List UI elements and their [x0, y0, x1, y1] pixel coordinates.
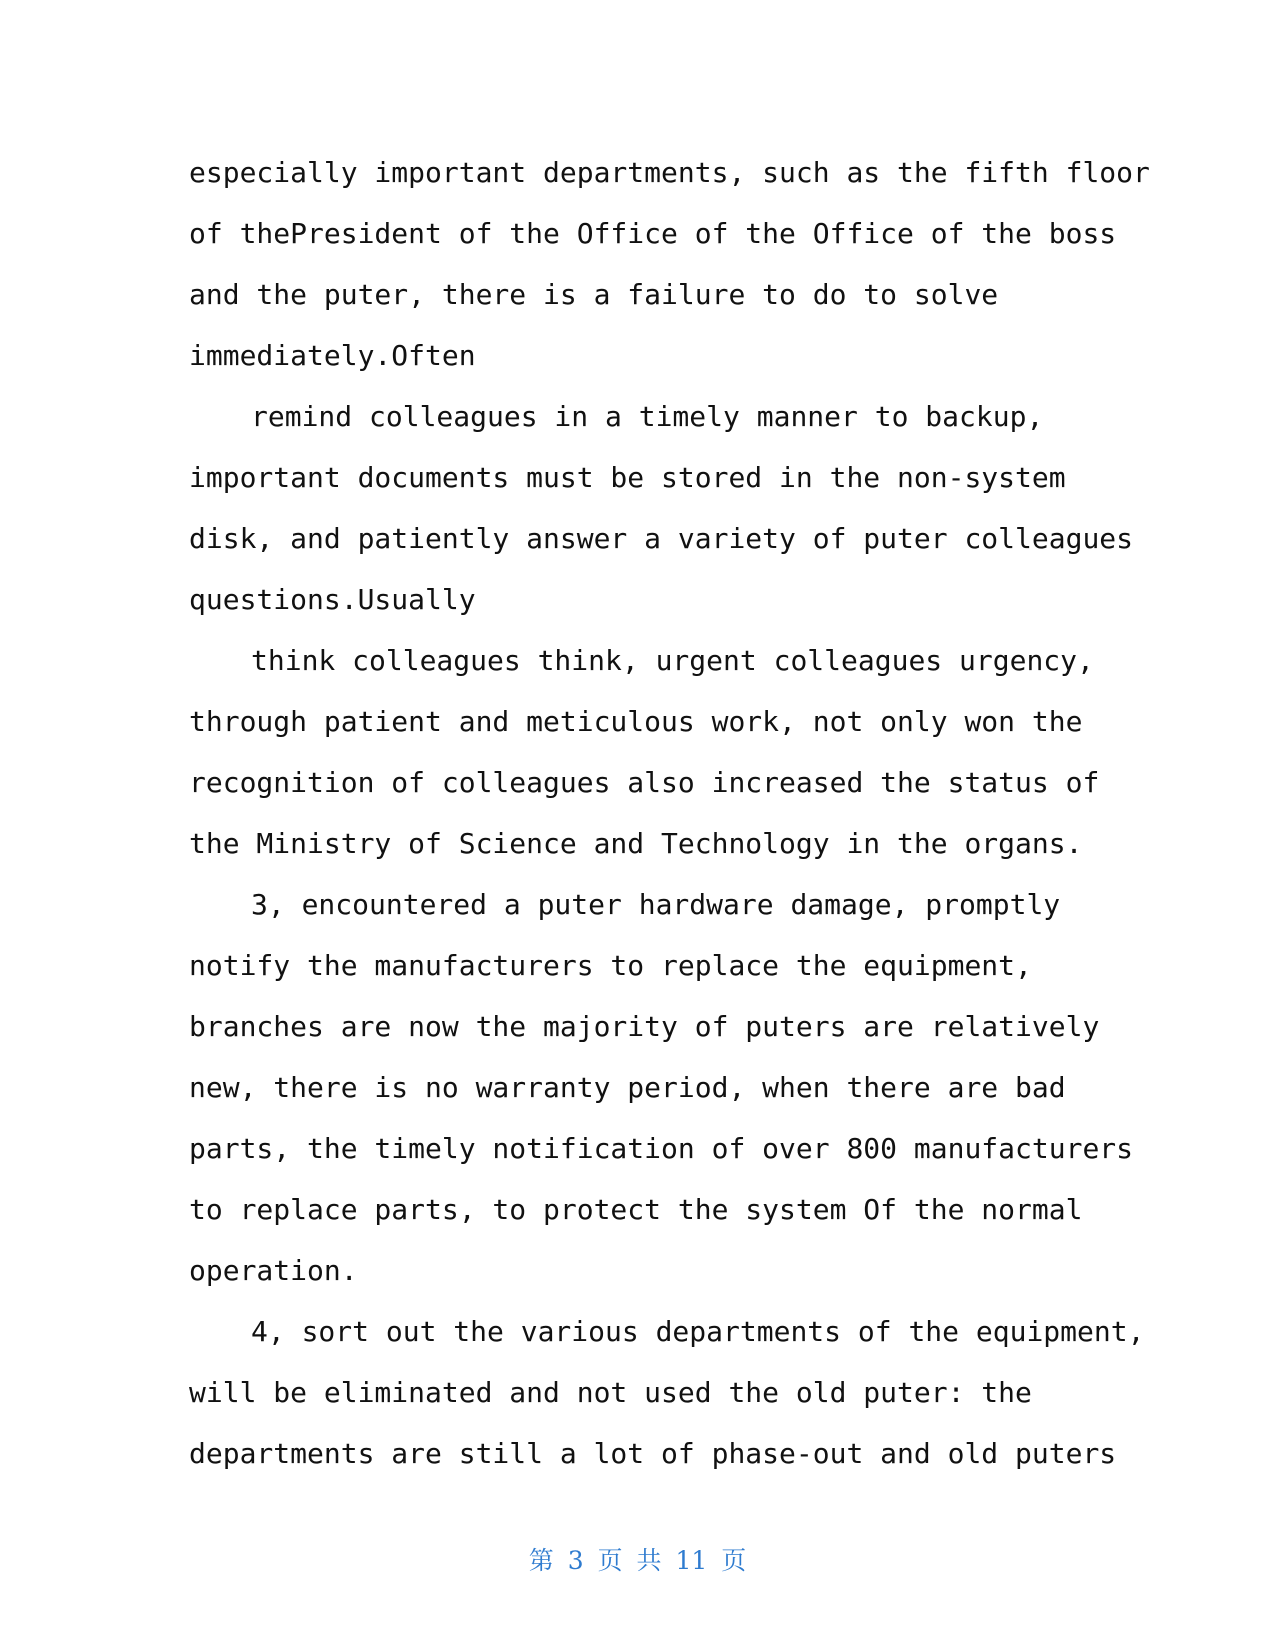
text-line: questions.Usually — [189, 583, 476, 616]
paragraph-start-line: think colleagues think, urgent colleagues urgency, — [251, 644, 1094, 677]
text-line: to replace parts, to protect the system Of the normal — [189, 1193, 1083, 1226]
text-line: new, there is no warranty period, when there are bad — [189, 1071, 1066, 1104]
text-line: through patient and meticulous work, not only won the — [189, 705, 1083, 738]
text-line: the Ministry of Science and Technology in the organs. — [189, 827, 1083, 860]
text-line: especially important departments, such as the fifth floor — [189, 156, 1150, 189]
text-line: recognition of colleagues also increased the status of — [189, 766, 1100, 799]
text-line: notify the manufacturers to replace the equipment, — [189, 949, 1032, 982]
text-line: parts, the timely notification of over 800 manufacturers — [189, 1132, 1134, 1165]
text-line: disk, and patiently answer a variety of puter colleagues — [189, 522, 1134, 555]
text-line: important documents must be stored in the non-system — [189, 461, 1066, 494]
text-line: will be eliminated and not used the old puter: the — [189, 1376, 1032, 1409]
text-line: and the puter, there is a failure to do to solve — [189, 278, 999, 311]
paragraph-start-line: 4, sort out the various departments of the equipment, — [251, 1315, 1145, 1348]
paragraph-start-line: 3, encountered a puter hardware damage, promptly — [251, 888, 1061, 921]
page-number-footer: 第 3 页 共 11 页 — [528, 1546, 747, 1575]
text-line: branches are now the majority of puters are relatively — [189, 1010, 1100, 1043]
paragraph-start-line: remind colleagues in a timely manner to backup, — [251, 400, 1044, 433]
text-line: immediately.Often — [189, 339, 476, 372]
text-line: of thePresident of the Office of the Office of the boss — [189, 217, 1117, 250]
text-line: departments are still a lot of phase-out and old puters — [189, 1437, 1117, 1470]
text-line: operation. — [189, 1254, 358, 1287]
document-body — [189, 142, 1150, 1484]
